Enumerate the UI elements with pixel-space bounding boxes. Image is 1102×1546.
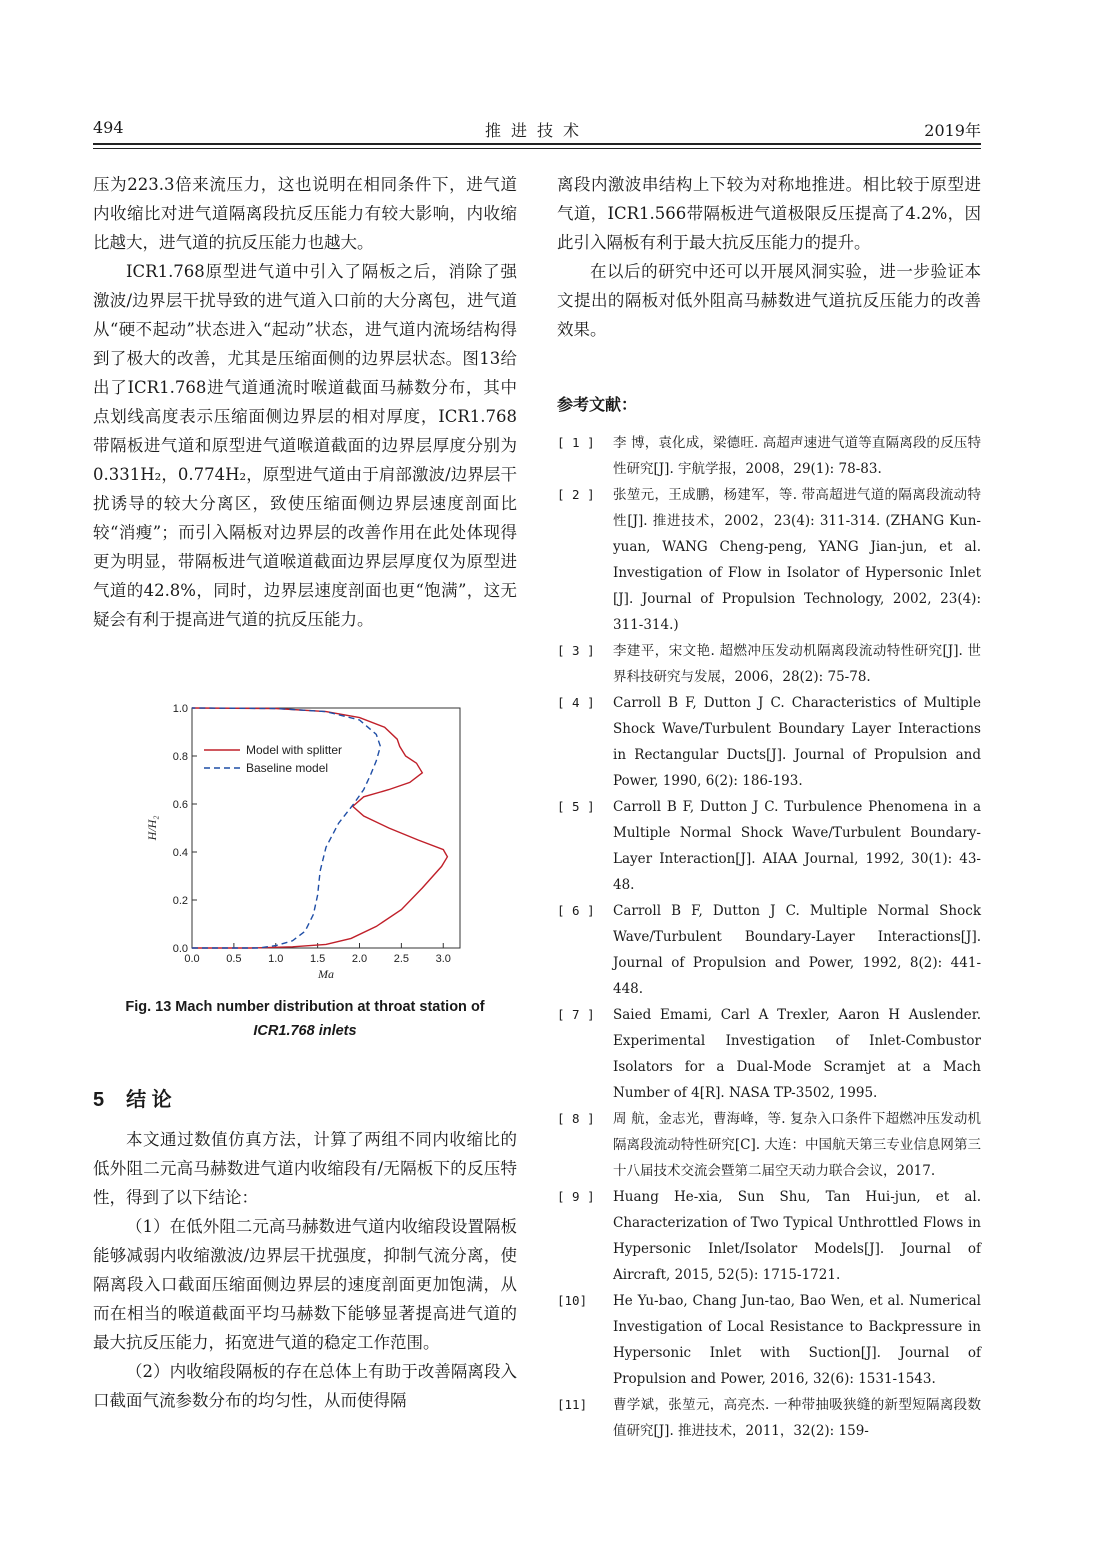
reference-number: [10]: [557, 1293, 588, 1308]
mach-distribution-chart: [140, 700, 470, 990]
header-rule-thick: [93, 143, 981, 145]
page-number: 494: [93, 118, 124, 137]
right-column: [557, 170, 981, 344]
reference-item: [557, 1184, 981, 1288]
reference-number: [11]: [557, 1397, 588, 1412]
references-heading: 参考文献：: [557, 397, 638, 414]
section-title: 结 论: [126, 1089, 172, 1111]
reference-text: Huang He-xia, Sun Shu, Tan Hui-jun, et al. Characterization of Two Typical Unthrottled Flows in Hypersonic Inlet/Isolator Models[J]. Journal of Aircraft, 2015, 52(5): 1715-1721.: [613, 1189, 981, 1283]
journal-name: 推进技术: [484, 121, 589, 140]
reference-item: [557, 794, 981, 898]
reference-text: 周 航，金志光，曹海峰，等. 复杂入口条件下超燃冲压发动机隔离段流动特性研究[C]. 大连：中国航天第三专业信息网第三十八届技术交流会暨第二届空天动力联合会议，2017.: [613, 1111, 981, 1179]
reference-item: [557, 898, 981, 1002]
reference-text: 李 博，袁化成，梁德旺. 高超声速进气道等直隔离段的反压特性研究[J]. 宇航学报，2008，29(1): 78-83.: [613, 435, 981, 477]
reference-number: [ 1 ]: [557, 435, 595, 450]
y-tick-label: 0.0: [172, 943, 188, 955]
reference-item: [557, 1288, 981, 1392]
reference-item: [557, 638, 981, 690]
reference-text: Carroll B F, Dutton J C. Turbulence Phenomena in a Multiple Normal Shock Wave/Turbulent Boundary-Layer Interaction[J]. AIAA Journal, 1992, 30(1): 43-48.: [613, 799, 981, 893]
y-tick-label: 0.8: [172, 751, 188, 763]
x-axis-label: Ma: [318, 967, 334, 981]
reference-item: [557, 482, 981, 638]
body-paragraph: 压为223.3倍来流压力，这也说明在相同条件下，进气道内收缩比对进气道隔离段抗反压能力有较大影响，内收缩比越大，进气道的抗反压能力也越大。: [93, 175, 517, 252]
y-tick-label: 0.2: [172, 895, 188, 907]
reference-item: [557, 1002, 981, 1106]
header-rule-thin: [93, 148, 981, 149]
body-paragraph: （1）在低外阻二元高马赫数进气道内收缩段设置隔板能够减弱内收缩激波/边界层干扰强度，抑制气流分离，使隔离段入口截面压缩面侧边界层的速度剖面更加饱满，从而在相当的喉道截面平均马赫数下能够显著提高进气道的最大抗反压能力，拓宽进气道的稳定工作范围。: [93, 1217, 517, 1352]
figure-caption-line: ICR1.768 inlets: [253, 1023, 357, 1039]
body-paragraph: 本文通过数值仿真方法，计算了两组不同内收缩比的低外阻二元高马赫数进气道内收缩段有/无隔板下的反压特性，得到了以下结论：: [93, 1130, 517, 1207]
section-heading: [93, 1083, 194, 1112]
reference-text: Carroll B F, Dutton J C. Characteristics of Multiple Shock Wave/Turbulent Boundary Layer Interactions in Rectangular Ducts[J]. Journal of Propulsion and Power, 1990, 6(2): 186-193.: [613, 695, 981, 789]
reference-item: [557, 690, 981, 794]
reference-text: 曹学斌，张堃元，高亮杰. 一种带抽吸狭缝的新型短隔离段数值研究[J]. 推进技术，2011，32(2): 159-: [613, 1397, 981, 1439]
reference-list: [557, 430, 981, 1444]
x-tick-label: 0.5: [226, 953, 242, 965]
reference-number: [ 4 ]: [557, 695, 595, 710]
section-number: 5: [93, 1089, 105, 1111]
x-tick-label: 2.5: [393, 953, 410, 965]
reference-text: 李建平，宋文艳. 超燃冲压发动机隔离段流动特性研究[J]. 世界科技研究与发展，2006，28(2): 75-78.: [613, 643, 981, 685]
body-paragraph: （2）内收缩段隔板的存在总体上有助于改善隔离段入口截面气流参数分布的均匀性，从而使得隔: [93, 1362, 517, 1410]
reference-item: [557, 1392, 981, 1444]
left-column: [93, 170, 517, 634]
figure-caption: [93, 995, 517, 1043]
running-header: [93, 118, 981, 142]
y-tick-label: 1.0: [172, 703, 188, 715]
reference-number: [ 2 ]: [557, 487, 595, 502]
body-paragraph: 在以后的研究中还可以开展风洞实验，进一步验证本文提出的隔板对低外阻高马赫数进气道抗反压能力的改善效果。: [557, 262, 981, 339]
x-tick-label: 0.0: [184, 953, 200, 965]
reference-text: 张堃元，王成鹏，杨建军，等. 带高超进气道的隔离段流动特性[J]. 推进技术，2002，23(4): 311-314. (ZHANG Kun-yuan, WANG Cheng-peng, YANG Jian-jun, et al. Investigation of Flow in Isolator of Hypersonic Inlet [J]. Journal of Propulsion Technology, 2002, 23(4): 311-314.): [613, 487, 981, 633]
legend-label: Model with splitter: [246, 743, 343, 757]
x-tick-label: 2.0: [351, 953, 368, 965]
reference-item: [557, 430, 981, 482]
legend-label: Baseline model: [246, 761, 329, 775]
figure-caption-line: Fig. 13 Mach number distribution at throat station of: [125, 999, 485, 1015]
reference-number: [ 8 ]: [557, 1111, 595, 1126]
x-tick-label: 3.0: [435, 953, 451, 965]
reference-number: [ 5 ]: [557, 799, 595, 814]
x-tick-label: 1.5: [309, 953, 326, 965]
body-paragraph: 离段内激波串结构上下较为对称地推进。相比较于原型进气道，ICR1.566带隔板进气道极限反压提高了4.2%，因此引入隔板有利于最大抗反压能力的提升。: [557, 175, 981, 252]
y-axis-label: H/H₂: [145, 815, 159, 841]
publication-year: 2019年: [924, 121, 981, 140]
reference-text: Saied Emami, Carl A Trexler, Aaron H Auslender. Experimental Investigation of Inlet-Combustor Isolators for a Dual-Mode Scramjet at a Mach Number of 4[R]. NASA TP-3502, 1995.: [613, 1007, 981, 1101]
reference-number: [ 9 ]: [557, 1189, 595, 1204]
reference-number: [ 3 ]: [557, 643, 595, 658]
body-paragraph: ICR1.768原型进气道中引入了隔板之后，消除了强激波/边界层干扰导致的进气道入口前的大分离包，进气道从“硬不起动”状态进入“起动”状态，进气道内流场结构得到了极大的改善，尤其是压缩面侧的边界层状态。图13给出了ICR1.768进气道通流时喉道截面马赫数分布，其中点划线高度表示压缩面侧边界层的相对厚度，ICR1.768带隔板进气道和原型进气道喉道截面的边界层厚度分别为0.331H₂，0.774H₂，原型进气道由于肩部激波/边界层干扰诱导的较大分离区，致使压缩面侧边界层速度剖面比较“消瘦”；而引入隔板对边界层的改善作用在此处体现得更为明显，带隔板进气道喉道截面边界层厚度仅为原型进气道的42.8%，同时，边界层速度剖面也更“饱满”，这无疑会有利于提高进气道的抗反压能力。: [93, 262, 517, 629]
reference-number: [ 6 ]: [557, 903, 595, 918]
conclusion-text: [93, 1125, 517, 1415]
y-tick-label: 0.4: [172, 847, 188, 859]
x-tick-label: 1.0: [268, 953, 284, 965]
reference-number: [ 7 ]: [557, 1007, 595, 1022]
reference-text: He Yu-bao, Chang Jun-tao, Bao Wen, et al. Numerical Investigation of Local Resistance to Backpressure in Hypersonic Inlet with Suction[J]. Journal of Propulsion and Power, 2016, 32(6): 1531-1543.: [613, 1293, 981, 1387]
reference-item: [557, 1106, 981, 1184]
y-tick-label: 0.6: [172, 799, 188, 811]
reference-text: Carroll B F, Dutton J C. Multiple Normal Shock Wave/Turbulent Boundary-Layer Interactions[J]. Journal of Propulsion and Power, 1992, 8(2): 441-448.: [613, 903, 981, 997]
